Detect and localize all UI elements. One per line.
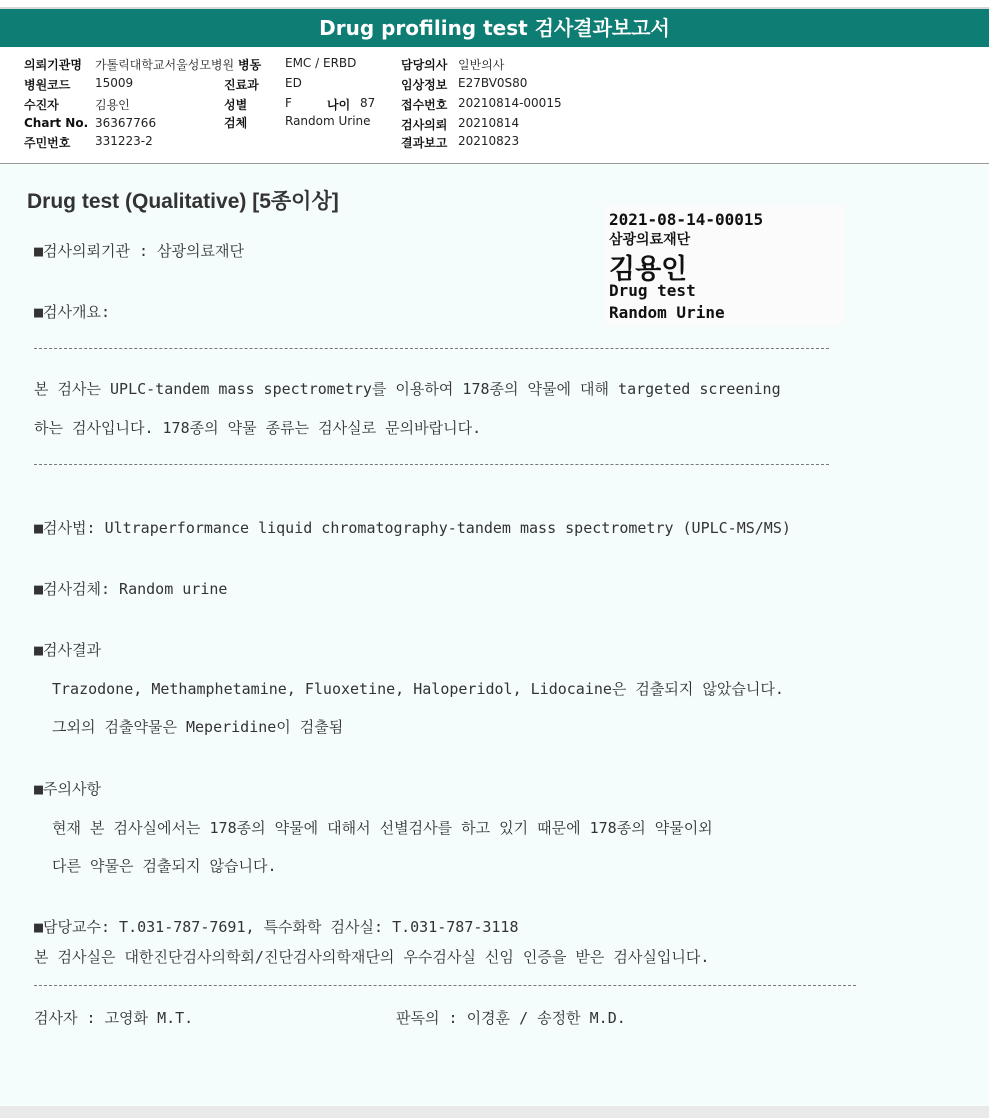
info-value-doctor: 일반의사 <box>458 58 505 72</box>
info-value-age: 87 <box>360 96 376 110</box>
info-label-department: 진료과 <box>224 78 259 92</box>
report-body <box>0 165 989 1105</box>
requesting-institution: ■검사의뢰기관 : 삼광의료재단 <box>34 242 245 260</box>
separator-footer <box>34 985 856 986</box>
stamp-receipt-no: 2021-08-14-00015 <box>609 210 764 229</box>
contact-info: ■담당교수: T.031-787-7691, 특수화학 검사실: T.031-787-3118 <box>34 918 519 936</box>
info-value-clinical-info: E27BV0S80 <box>458 76 528 90</box>
info-label-receipt-no: 접수번호 <box>401 98 448 112</box>
info-value-report-date: 20210823 <box>458 134 520 148</box>
stamp-test-name: Drug test <box>609 281 696 300</box>
test-specimen: ■검사검체: Random urine <box>34 580 228 598</box>
tester-name: 검사자 : 고영화 M.T. <box>34 1009 194 1027</box>
patient-info-panel <box>0 48 989 164</box>
info-label-age: 나이 <box>327 98 351 112</box>
info-value-institution: 가톨릭대학교서울성모병원 <box>95 58 235 72</box>
info-label-sex: 성별 <box>224 98 248 112</box>
info-label-institution: 의뢰기관명 <box>24 58 82 72</box>
info-label-chart-no: Chart No. <box>24 116 89 130</box>
certification-note: 본 검사실은 대한진단검사의학회/진단검사의학재단의 우수검사실 신임 인증을 받은 검사실입니다. <box>34 948 710 966</box>
info-value-chart-no: 36367766 <box>95 116 157 130</box>
info-label-ward: 병동 <box>238 58 262 72</box>
caution-line-1: 현재 본 검사실에서는 178종의 약물에 대해서 선별검사를 하고 있기 때문에 178종의 약물이외 <box>52 819 713 837</box>
result-title: ■검사결과 <box>34 641 101 659</box>
info-value-department: ED <box>285 76 302 90</box>
test-heading: Drug test (Qualitative) [5종이상] <box>27 190 339 213</box>
overview-line-1: 본 검사는 UPLC-tandem mass spectrometry를 이용하여 178종의 약물에 대해 targeted screening <box>34 380 781 398</box>
specimen-label-stamp <box>605 205 845 325</box>
result-line-2: 그외의 검출약물은 Meperidine이 검출됨 <box>52 718 344 736</box>
caution-line-2: 다른 약물은 검출되지 않습니다. <box>52 857 277 875</box>
info-value-hospital-code: 15009 <box>95 76 134 90</box>
info-value-specimen: Random Urine <box>285 114 371 128</box>
separator-top <box>34 348 829 349</box>
info-label-patient: 수진자 <box>24 98 59 112</box>
info-value-receipt-no: 20210814-00015 <box>458 96 562 110</box>
info-label-request-date: 검사의뢰 <box>401 118 448 132</box>
stamp-specimen: Random Urine <box>609 303 725 322</box>
top-border <box>0 0 989 9</box>
info-label-doctor: 담당의사 <box>401 58 448 72</box>
report-title: Drug profiling test 검사결과보고서 <box>0 9 989 47</box>
info-value-sex: F <box>285 96 292 110</box>
overview-title: ■검사개요: <box>34 303 111 321</box>
caution-title: ■주의사항 <box>34 780 101 798</box>
info-value-patient: 김용인 <box>95 98 130 112</box>
info-value-ward: EMC / ERBD <box>285 56 357 70</box>
result-line-1: Trazodone, Methamphetamine, Fluoxetine, Haloperidol, Lidocaine은 검출되지 않았습니다. <box>52 680 784 698</box>
info-label-specimen: 검체 <box>224 116 248 130</box>
info-label-report-date: 결과보고 <box>401 136 448 150</box>
info-label-clinical-info: 임상정보 <box>401 78 448 92</box>
info-value-request-date: 20210814 <box>458 116 520 130</box>
info-label-resident-no: 주민번호 <box>24 136 71 150</box>
stamp-patient-name: 김용인 <box>609 254 688 285</box>
info-label-hospital-code: 병원코드 <box>24 78 71 92</box>
bottom-strip <box>0 1106 989 1118</box>
test-method: ■검사법: Ultraperformance liquid chromatography-tandem mass spectrometry (UPLC-MS/MS) <box>34 519 791 537</box>
separator-bottom <box>34 464 829 465</box>
info-value-resident-no: 331223-2 <box>95 134 153 148</box>
reader-name: 판독의 : 이경훈 / 송정한 M.D. <box>396 1009 626 1027</box>
overview-line-2: 하는 검사입니다. 178종의 약물 종류는 검사실로 문의바랍니다. <box>34 419 482 437</box>
stamp-institution: 삼광의료재단 <box>609 232 691 248</box>
